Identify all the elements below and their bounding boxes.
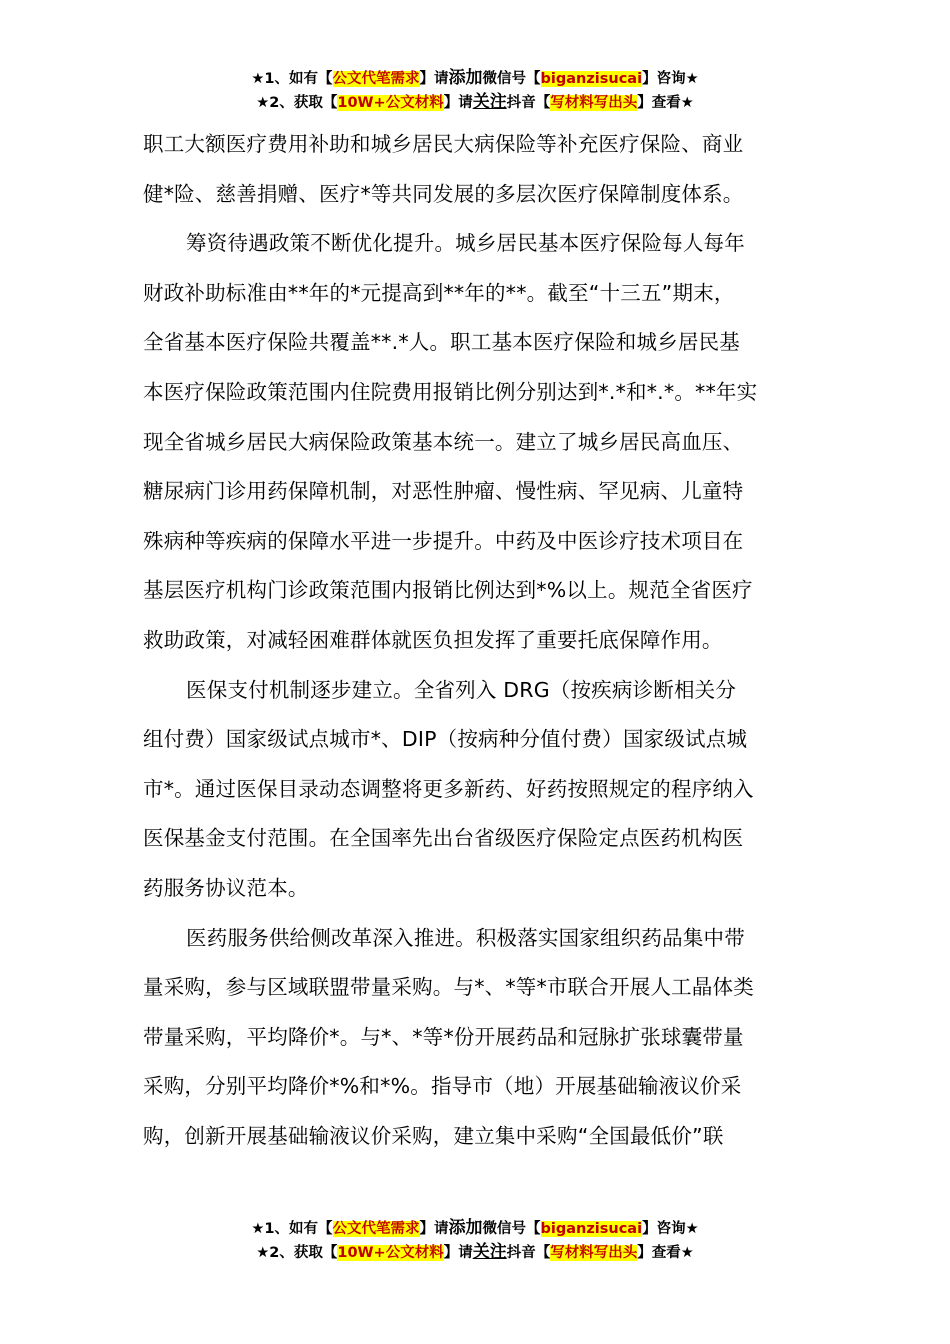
banner-text: 微信号【 — [482, 1221, 541, 1237]
banner-text: ★1、如有【 — [251, 1221, 333, 1237]
banner-text: 】请 — [443, 95, 473, 111]
paragraph-2 — [143, 219, 807, 665]
banner-emphasis: 添加 — [448, 1218, 483, 1238]
text-line: 采购，分别平均降价*%和*%。指导市（地）开展基础输液议价采 — [143, 1074, 742, 1099]
banner-text: 微信号【 — [482, 71, 541, 87]
text-line: 救助政策，对减轻困难群体就医负担发挥了重要托底保障作用。 — [143, 627, 723, 652]
paragraph-1 — [143, 120, 807, 219]
top-banner — [0, 66, 950, 114]
text-line: 健*险、慈善捐赠、医疗*等共同发展的多层次医疗保障制度体系。 — [143, 181, 744, 206]
banner-text: 】查看★ — [637, 95, 694, 111]
text-line: 筹资待遇政策不断优化提升。城乡居民基本医疗保险每人每年 — [186, 231, 745, 256]
top-banner-line-2 — [0, 90, 950, 114]
banner-highlight-douyin: 写材料写出头 — [550, 95, 638, 111]
banner-text: 】咨询★ — [642, 71, 699, 87]
text-line: 医保支付机制逐步建立。全省列入 DRG（按疾病诊断相关分 — [186, 677, 737, 702]
banner-text: ★1、如有【 — [251, 71, 333, 87]
text-line: 殊病种等疾病的保障水平进一步提升。中药及中医诊疗技术项目在 — [143, 528, 744, 553]
paragraph-3 — [143, 666, 807, 914]
banner-highlight-service: 公文代笔需求 — [332, 1221, 420, 1237]
text-line: 财政补助标准由**年的*元提高到**年的**。截至“十三五”期末， — [143, 280, 735, 305]
bottom-banner-line-2 — [0, 1240, 950, 1264]
banner-text: 】请 — [443, 1245, 473, 1261]
banner-highlight-materials: 10W+公文材料 — [337, 1245, 444, 1261]
banner-text: 抖音【 — [506, 1245, 551, 1261]
bottom-banner — [0, 1216, 950, 1264]
banner-highlight-douyin: 写材料写出头 — [550, 1245, 638, 1261]
banner-text: 】请 — [419, 1221, 449, 1237]
banner-highlight-service: 公文代笔需求 — [332, 71, 420, 87]
text-line: 基层医疗机构门诊政策范围内报销比例达到*%以上。规范全省医疗 — [143, 578, 753, 603]
text-line: 带量采购，平均降价*。与*、*等*份开展药品和冠脉扩张球囊带量 — [143, 1024, 744, 1049]
banner-highlight-wechat-id: biganzisucai — [540, 1221, 643, 1237]
text-line: 本医疗保险政策范围内住院费用报销比例分别达到*.*和*.*。**年实 — [143, 379, 758, 404]
text-line: 组付费）国家级试点城市*、DIP（按病种分值付费）国家级试点城 — [143, 727, 748, 752]
banner-highlight-wechat-id: biganzisucai — [540, 71, 643, 87]
text-line: 现全省城乡居民大病保险政策基本统一。建立了城乡居民高血压、 — [143, 429, 744, 454]
text-line: 医保基金支付范围。在全国率先出台省级医疗保险定点医药机构医 — [143, 826, 744, 851]
text-line: 糖尿病门诊用药保障机制，对恶性肿瘤、慢性病、罕见病、儿童特 — [143, 479, 744, 504]
banner-text: 】咨询★ — [642, 1221, 699, 1237]
paragraph-4 — [143, 914, 807, 1162]
banner-emphasis: 关注 — [472, 1242, 507, 1262]
document-body — [143, 120, 807, 1161]
banner-emphasis: 关注 — [472, 92, 507, 112]
text-line: 全省基本医疗保险共覆盖**.*人。职工基本医疗保险和城乡居民基 — [143, 330, 740, 355]
text-line: 医药服务供给侧改革深入推进。积极落实国家组织药品集中带 — [186, 925, 745, 950]
banner-text: 】查看★ — [637, 1245, 694, 1261]
banner-text: ★2、获取【 — [256, 1245, 338, 1261]
banner-text: 抖音【 — [506, 95, 551, 111]
text-line: 市*。通过医保目录动态调整将更多新药、好药按照规定的程序纳入 — [143, 776, 754, 801]
top-banner-line-1 — [0, 66, 950, 90]
banner-highlight-materials: 10W+公文材料 — [337, 95, 444, 111]
text-line: 职工大额医疗费用补助和城乡居民大病保险等补充医疗保险、商业 — [143, 132, 744, 156]
bottom-banner-line-1 — [0, 1216, 950, 1240]
text-line: 量采购，参与区域联盟带量采购。与*、*等*市联合开展人工晶体类 — [143, 975, 754, 1000]
text-line: 购，创新开展基础输液议价采购，建立集中采购“全国最低价”联 — [143, 1123, 724, 1148]
text-line: 药服务协议范本。 — [143, 875, 309, 900]
banner-emphasis: 添加 — [448, 68, 483, 88]
banner-text: ★2、获取【 — [256, 95, 338, 111]
banner-text: 】请 — [419, 71, 449, 87]
